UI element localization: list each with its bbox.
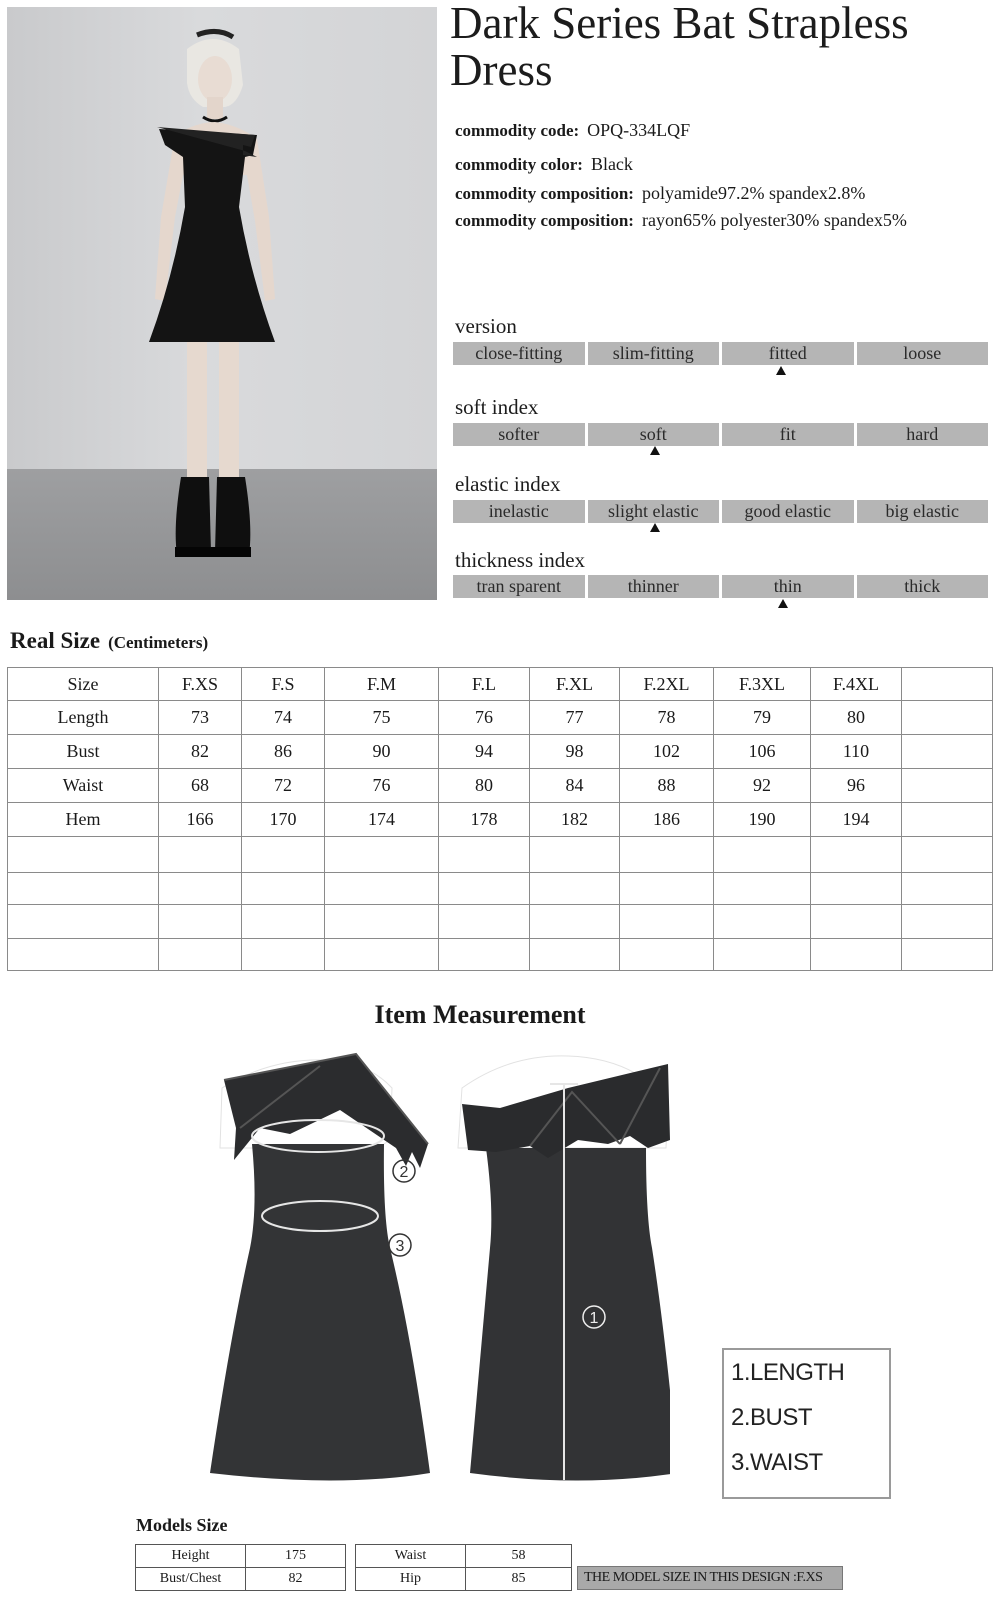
soft-index-selected-marker-icon (650, 446, 660, 455)
callout-3 (387, 1232, 413, 1258)
table-row (8, 735, 993, 769)
size-table-header-cell: F.2XL (620, 668, 714, 701)
spec-label: commodity composition: (455, 211, 634, 230)
table-row (8, 769, 993, 803)
size-table-cell (902, 803, 993, 837)
size-table-cell (159, 873, 242, 905)
size-table-cell: 76 (439, 701, 530, 735)
size-table-cell: 166 (159, 803, 242, 837)
table-row (8, 701, 993, 735)
size-table-cell: 170 (242, 803, 325, 837)
size-table-cell: 75 (325, 701, 439, 735)
model-height-label: Height (136, 1545, 246, 1568)
soft-index-option: fit (722, 423, 854, 446)
size-table-header-cell: F.4XL (811, 668, 902, 701)
spec-value: Black (590, 154, 633, 174)
size-table-header-cell: F.3XL (714, 668, 811, 701)
spec-value: rayon65% polyester30% spandex5% (641, 210, 907, 230)
size-table-cell: 90 (325, 735, 439, 769)
size-table-cell (439, 873, 530, 905)
size-table-cell (8, 905, 159, 939)
model-waist-value: 58 (466, 1545, 572, 1568)
model-bust-label: Bust/Chest (136, 1568, 246, 1591)
table-row (8, 905, 993, 939)
size-table-cell (325, 939, 439, 971)
model-waist-label: Waist (356, 1545, 466, 1568)
size-table-cell (811, 873, 902, 905)
soft-index-scale (453, 423, 988, 446)
callout-3-label: 3 (395, 1238, 405, 1255)
size-table (7, 667, 993, 971)
size-table-cell (620, 939, 714, 971)
size-table-cell (811, 905, 902, 939)
elastic-index-selected-marker-icon (650, 523, 660, 532)
size-table-cell (902, 837, 993, 873)
size-table-cell (242, 905, 325, 939)
size-table-cell: 73 (159, 701, 242, 735)
size-table-cell: 78 (620, 701, 714, 735)
callout-1 (581, 1304, 607, 1330)
size-table-cell (8, 873, 159, 905)
size-table-cell (902, 735, 993, 769)
version-scale (453, 342, 988, 365)
thickness-index-option: thin (722, 575, 854, 598)
size-table-cell: 194 (811, 803, 902, 837)
model-bust-value: 82 (246, 1568, 346, 1591)
spec-label: commodity color: (455, 155, 583, 174)
size-table-cell: 98 (530, 735, 620, 769)
elastic-index-option: big elastic (857, 500, 989, 523)
size-table-cell: Hem (8, 803, 159, 837)
size-table-cell: 102 (620, 735, 714, 769)
callout-1-label: 1 (589, 1310, 599, 1327)
size-table-cell: 178 (439, 803, 530, 837)
size-table-cell: 186 (620, 803, 714, 837)
version-option: fitted (722, 342, 854, 365)
size-table-cell (714, 939, 811, 971)
size-table-cell (902, 939, 993, 971)
size-table-cell: 80 (811, 701, 902, 735)
size-table-cell: 94 (439, 735, 530, 769)
size-table-cell (530, 905, 620, 939)
soft-index-option: softer (453, 423, 585, 446)
table-row (8, 873, 993, 905)
size-table-cell (620, 905, 714, 939)
spec-commodity-color (455, 154, 633, 175)
real-size-title: Real Size (10, 628, 101, 653)
size-table-cell (902, 769, 993, 803)
version-option: slim-fitting (588, 342, 720, 365)
size-table-cell: 77 (530, 701, 620, 735)
size-table-cell: 68 (159, 769, 242, 803)
size-table-cell: 190 (714, 803, 811, 837)
size-table-cell (8, 939, 159, 971)
legend-bust: 2.BUST (731, 1404, 813, 1431)
size-table-cell: 72 (242, 769, 325, 803)
size-table-cell (8, 837, 159, 873)
size-table-header-cell: F.L (439, 668, 530, 701)
size-table-cell (902, 701, 993, 735)
spec-value: polyamide97.2% spandex2.8% (641, 183, 866, 203)
size-table-cell (159, 939, 242, 971)
product-title: Dark Series Bat Strapless Dress (450, 0, 909, 95)
table-row (8, 837, 993, 873)
size-table-cell (902, 905, 993, 939)
size-table-cell: 82 (159, 735, 242, 769)
size-table-cell (530, 939, 620, 971)
legend-length: 1.LENGTH (731, 1359, 845, 1386)
size-table-cell (325, 837, 439, 873)
size-table-cell (439, 837, 530, 873)
size-table-cell: 174 (325, 803, 439, 837)
size-table-cell (714, 837, 811, 873)
size-table-cell: Waist (8, 769, 159, 803)
real-size-heading (10, 628, 208, 654)
size-table-cell (242, 873, 325, 905)
size-table-cell: 92 (714, 769, 811, 803)
model-height-value: 175 (246, 1545, 346, 1568)
table-row (8, 939, 993, 971)
model-figure (7, 7, 437, 600)
model-hip-label: Hip (356, 1568, 466, 1591)
model-size-note: THE MODEL SIZE IN THIS DESIGN :F.XS (577, 1566, 843, 1590)
size-table-header-cell: Size (8, 668, 159, 701)
spec-label: commodity composition: (455, 184, 634, 203)
size-table-header-cell: F.XS (159, 668, 242, 701)
size-table-cell (159, 905, 242, 939)
size-table-header-row (8, 668, 993, 701)
soft-index-option: hard (857, 423, 989, 446)
size-table-cell (439, 905, 530, 939)
size-table-cell (242, 837, 325, 873)
version-option: close-fitting (453, 342, 585, 365)
size-table-cell (714, 905, 811, 939)
elastic-index-option: slight elastic (588, 500, 720, 523)
size-table-cell: 106 (714, 735, 811, 769)
size-table-cell (620, 837, 714, 873)
size-table-cell (159, 837, 242, 873)
elastic-index-label: elastic index (455, 472, 561, 496)
model-hip-value: 85 (466, 1568, 572, 1591)
version-label: version (455, 314, 517, 338)
size-table-header-cell: F.M (325, 668, 439, 701)
elastic-index-option: inelastic (453, 500, 585, 523)
dress-measurement-diagram (200, 1048, 670, 1518)
elastic-index-scale (453, 500, 988, 523)
spec-label: commodity code: (455, 121, 580, 140)
soft-index-option: soft (588, 423, 720, 446)
size-table-header-cell: F.S (242, 668, 325, 701)
table-row (356, 1568, 572, 1591)
size-table-cell: 86 (242, 735, 325, 769)
size-table-cell (620, 873, 714, 905)
thickness-index-selected-marker-icon (778, 599, 788, 608)
size-table-cell (530, 837, 620, 873)
thickness-index-option: thinner (588, 575, 720, 598)
spec-composition-2 (455, 210, 907, 231)
size-table-cell: Bust (8, 735, 159, 769)
size-table-cell (325, 905, 439, 939)
thickness-index-option: tran sparent (453, 575, 585, 598)
size-table-cell (530, 873, 620, 905)
size-table-cell (242, 939, 325, 971)
table-row (136, 1545, 346, 1568)
table-row (356, 1545, 572, 1568)
measurement-legend (722, 1348, 891, 1499)
item-measurement-title: Item Measurement (374, 1000, 586, 1029)
size-table-cell: 110 (811, 735, 902, 769)
size-table-cell (325, 873, 439, 905)
size-table-header-cell (902, 668, 993, 701)
size-table-cell (811, 837, 902, 873)
size-table-cell: 80 (439, 769, 530, 803)
thickness-index-scale (453, 575, 988, 598)
thickness-index-option: thick (857, 575, 989, 598)
size-table-cell: 84 (530, 769, 620, 803)
version-option: loose (857, 342, 989, 365)
models-size-title: Models Size (136, 1515, 228, 1535)
size-table-header-cell: F.XL (530, 668, 620, 701)
size-table-cell: 79 (714, 701, 811, 735)
size-table-cell: 88 (620, 769, 714, 803)
version-selected-marker-icon (776, 366, 786, 375)
soft-index-label: soft index (455, 395, 539, 419)
product-photo (7, 7, 437, 600)
table-row (8, 803, 993, 837)
spec-commodity-code (455, 120, 690, 141)
thickness-index-label: thickness index (455, 548, 586, 572)
size-table-cell: 182 (530, 803, 620, 837)
size-table-cell: 74 (242, 701, 325, 735)
size-table-cell (439, 939, 530, 971)
size-table-cell: 76 (325, 769, 439, 803)
table-row (136, 1568, 346, 1591)
size-table-cell (811, 939, 902, 971)
models-size-table-right (355, 1544, 572, 1591)
callout-2 (391, 1158, 417, 1184)
callout-2-label: 2 (399, 1164, 409, 1181)
spec-value: OPQ-334LQF (587, 120, 691, 140)
spec-composition-1 (455, 183, 865, 204)
size-table-cell: 96 (811, 769, 902, 803)
real-size-unit: (Centimeters) (108, 633, 209, 652)
size-table-cell (714, 873, 811, 905)
legend-waist: 3.WAIST (731, 1449, 823, 1476)
models-size-table-left (135, 1544, 346, 1591)
size-table-cell: Length (8, 701, 159, 735)
size-table-cell (902, 873, 993, 905)
elastic-index-option: good elastic (722, 500, 854, 523)
